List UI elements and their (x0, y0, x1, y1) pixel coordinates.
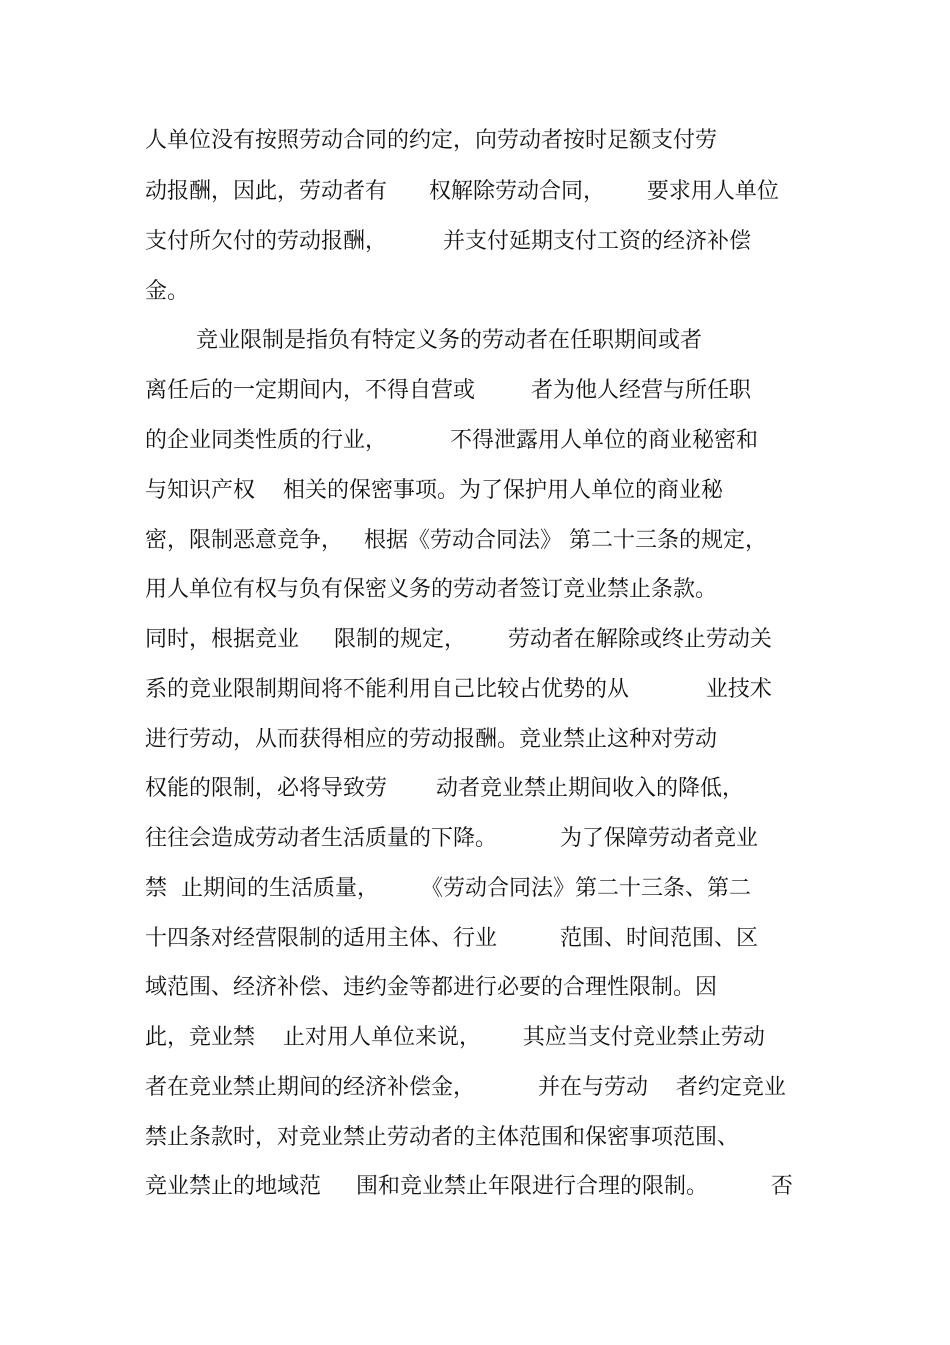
text-line-18: 域范围、经济补偿、违约金等都进行必要的合理性限制。因 (145, 975, 718, 1000)
text-line-15: 往往会造成劳动者生活质量的下降。 为了保障劳动者竞业 (145, 826, 758, 851)
text-line-2: 动报酬，因此，劳动者有 权解除劳动合同， 要求用人单位 (145, 179, 779, 204)
text-line-16: 禁 止期间的生活质量， 《劳动合同法》第二十三条、第二 (145, 876, 751, 901)
text-line-7: 的企业同类性质的行业， 不得泄露用人单位的商业秘密和 (145, 428, 758, 453)
text-line-8: 与知识产权 相关的保密事项。为了保护用人单位的商业秘 (145, 478, 723, 503)
text-line-3: 支付所欠付的劳动报酬， 并支付延期支付工资的经济补偿 (145, 229, 751, 254)
text-line-4: 金。 (145, 279, 190, 304)
text-line-12: 系的竞业限制期间将不能利用自己比较占优势的从 业技术 (145, 677, 772, 702)
text-line-1: 人单位没有按照劳动合同的约定，向劳动者按时足额支付劳 (145, 128, 718, 153)
text-line-19: 此，竞业禁 止对用人单位来说， 其应当支付竞业禁止劳动 (145, 1025, 765, 1050)
text-line-10: 用人单位有权与负有保密义务的劳动者签订竞业禁止条款。 (145, 577, 718, 602)
text-line-17: 十四条对经营限制的适用主体、行业 范围、时间范围、区 (145, 926, 758, 951)
text-line-13: 进行劳动，从而获得相应的劳动报酬。竞业禁止这种对劳动 (145, 727, 718, 752)
text-line-5: 竞业限制是指负有特定义务的劳动者在任职期间或者 (196, 328, 703, 353)
text-line-20: 者在竞业禁止期间的经济补偿金， 并在与劳动 者约定竞业 (145, 1075, 786, 1100)
text-line-11: 同时，根据竞业 限制的规定， 劳动者在解除或终止劳动关 (145, 627, 772, 652)
text-line-14: 权能的限制，必将导致劳 动者竞业禁止期间收入的降低， (145, 776, 744, 801)
text-line-9: 密，限制恶意竞争， 根据《劳动合同法》 第二十三条的规定， (145, 528, 767, 553)
text-line-21: 禁止条款时，对竞业禁止劳动者的主体范围和保密事项范围、 (145, 1125, 740, 1150)
text-line-22: 竞业禁止的地域范 围和竞业禁止年限进行合理的限制。 否 (145, 1174, 793, 1199)
text-line-6: 离任后的一定期间内，不得自营或 者为他人经营与所任职 (145, 378, 751, 403)
